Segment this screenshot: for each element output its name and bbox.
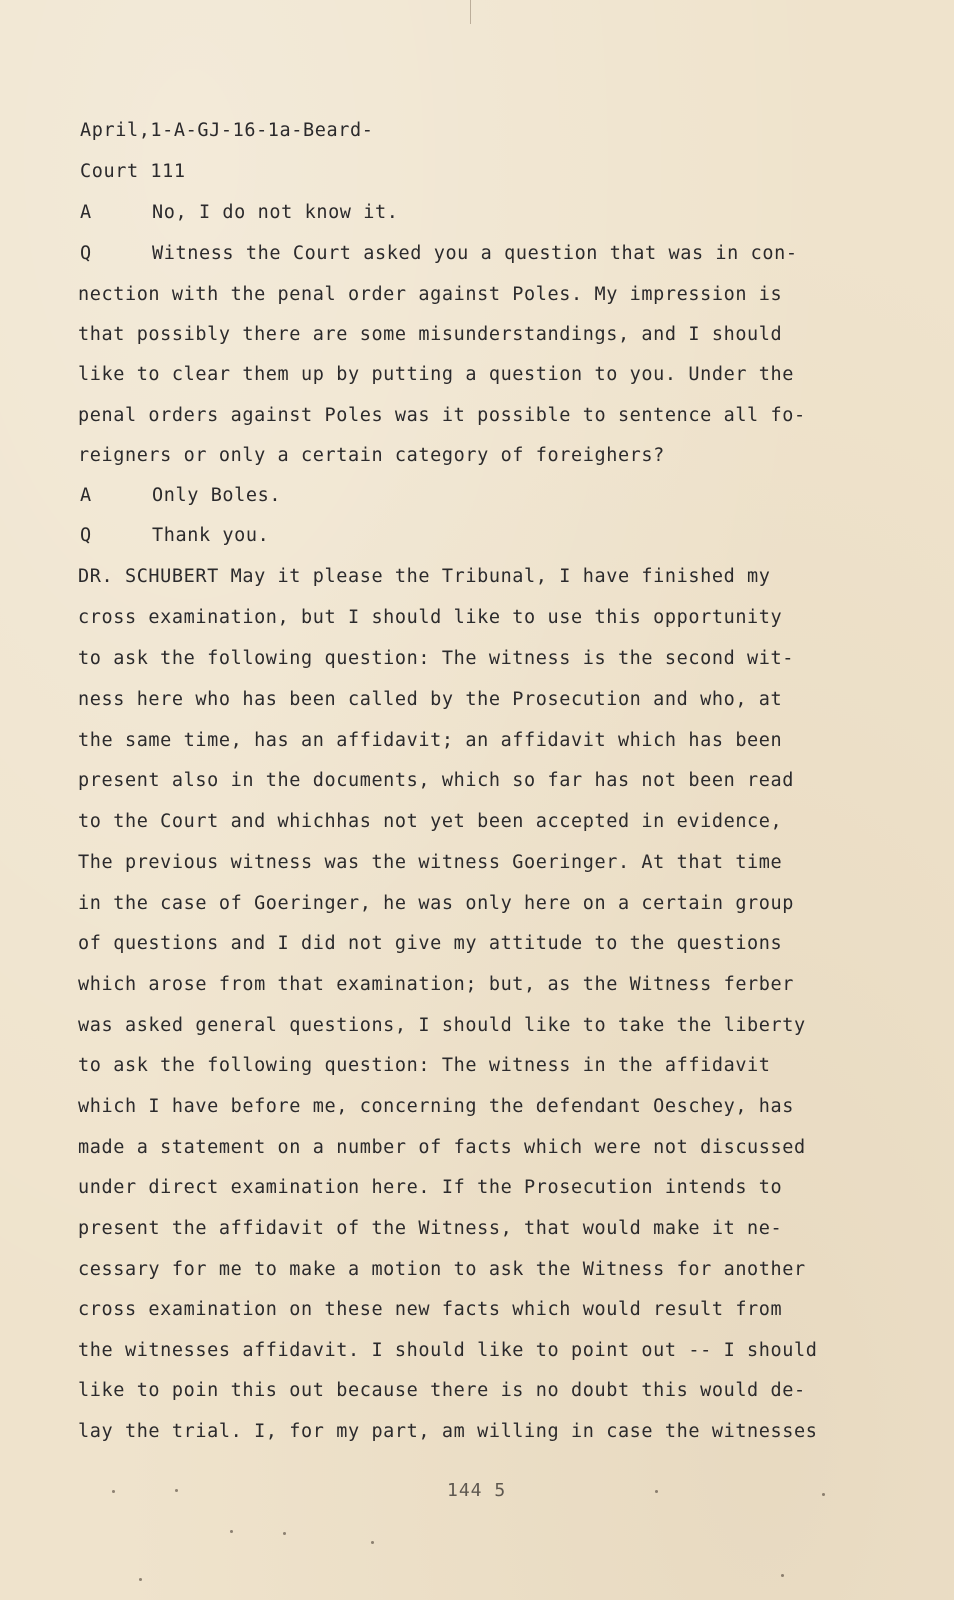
text-line: made a statement on a number of facts which were not discussed bbox=[78, 1137, 806, 1158]
court-number: Court 111 bbox=[80, 161, 186, 182]
scan-speck bbox=[283, 1532, 286, 1535]
text-line: lay the trial. I, for my part, am willing in case the witnesses bbox=[78, 1421, 818, 1442]
text-line: the same time, has an affidavit; an affidavit which has been bbox=[78, 730, 783, 751]
text-line: under direct examination here. If the Prosecution intends to bbox=[78, 1177, 783, 1198]
text-line: which I have before me, concerning the defendant Oeschey, has bbox=[78, 1096, 795, 1117]
text-line: like to poin this out because there is no doubt this would de- bbox=[78, 1380, 806, 1401]
scan-speck bbox=[781, 1574, 784, 1577]
text-line: like to clear them up by putting a question to you. Under the bbox=[78, 364, 795, 385]
text-line: cessary for me to make a motion to ask the Witness for another bbox=[78, 1259, 806, 1280]
text-line: The previous witness was the witness Goeringer. At that time bbox=[78, 852, 783, 873]
question-text: Witness the Court asked you a question that was in con- bbox=[152, 243, 798, 264]
text-line: DR. SCHUBERT May it please the Tribunal, I have finished my bbox=[78, 566, 771, 587]
text-line: present also in the documents, which so far has not been read bbox=[78, 770, 795, 791]
text-line: to the Court and whichhas not yet been accepted in evidence, bbox=[78, 811, 783, 832]
page-number: 144 5 bbox=[447, 1480, 507, 1501]
text-line: present the affidavit of the Witness, that would make it ne- bbox=[78, 1218, 783, 1239]
text-line: reigners or only a certain category of foreighers? bbox=[78, 445, 665, 466]
speaker-label: Q bbox=[80, 243, 92, 264]
scan-speck bbox=[139, 1578, 142, 1581]
file-reference: April,1-A-GJ-16-1a-Beard- bbox=[80, 120, 374, 141]
scan-speck bbox=[230, 1530, 233, 1533]
speaker-label: Q bbox=[80, 525, 92, 546]
scan-speck bbox=[175, 1489, 178, 1492]
text-line: that possibly there are some misunderstandings, and I should bbox=[78, 324, 783, 345]
text-line: to ask the following question: The witness in the affidavit bbox=[78, 1055, 771, 1076]
text-line: cross examination on these new facts which would result from bbox=[78, 1299, 783, 1320]
scan-speck bbox=[371, 1541, 374, 1544]
text-line: in the case of Goeringer, he was only here on a certain group bbox=[78, 893, 795, 914]
text-line: to ask the following question: The witness is the second wit- bbox=[78, 648, 795, 669]
speaker-label: A bbox=[80, 485, 92, 506]
text-line: of questions and I did not give my attitude to the questions bbox=[78, 933, 783, 954]
scan-speck bbox=[112, 1490, 115, 1493]
text-line: nection with the penal order against Poles. My impression is bbox=[78, 284, 783, 305]
text-line: ness here who has been called by the Prosecution and who, at bbox=[78, 689, 783, 710]
scan-speck bbox=[822, 1493, 825, 1496]
text-line: the witnesses affidavit. I should like to point out -- I should bbox=[78, 1340, 818, 1361]
scan-speck bbox=[655, 1490, 658, 1493]
answer-text: Only Boles. bbox=[152, 485, 282, 506]
answer-text: No, I do not know it. bbox=[152, 202, 399, 223]
text-line: cross examination, but I should like to use this opportunity bbox=[78, 607, 783, 628]
text-line: was asked general questions, I should like to take the liberty bbox=[78, 1015, 806, 1036]
question-text: Thank you. bbox=[152, 525, 270, 546]
speaker-label: A bbox=[80, 202, 92, 223]
text-line: which arose from that examination; but, as the Witness ferber bbox=[78, 974, 795, 995]
fold-mark bbox=[470, 0, 471, 24]
text-line: penal orders against Poles was it possible to sentence all fo- bbox=[78, 405, 806, 426]
